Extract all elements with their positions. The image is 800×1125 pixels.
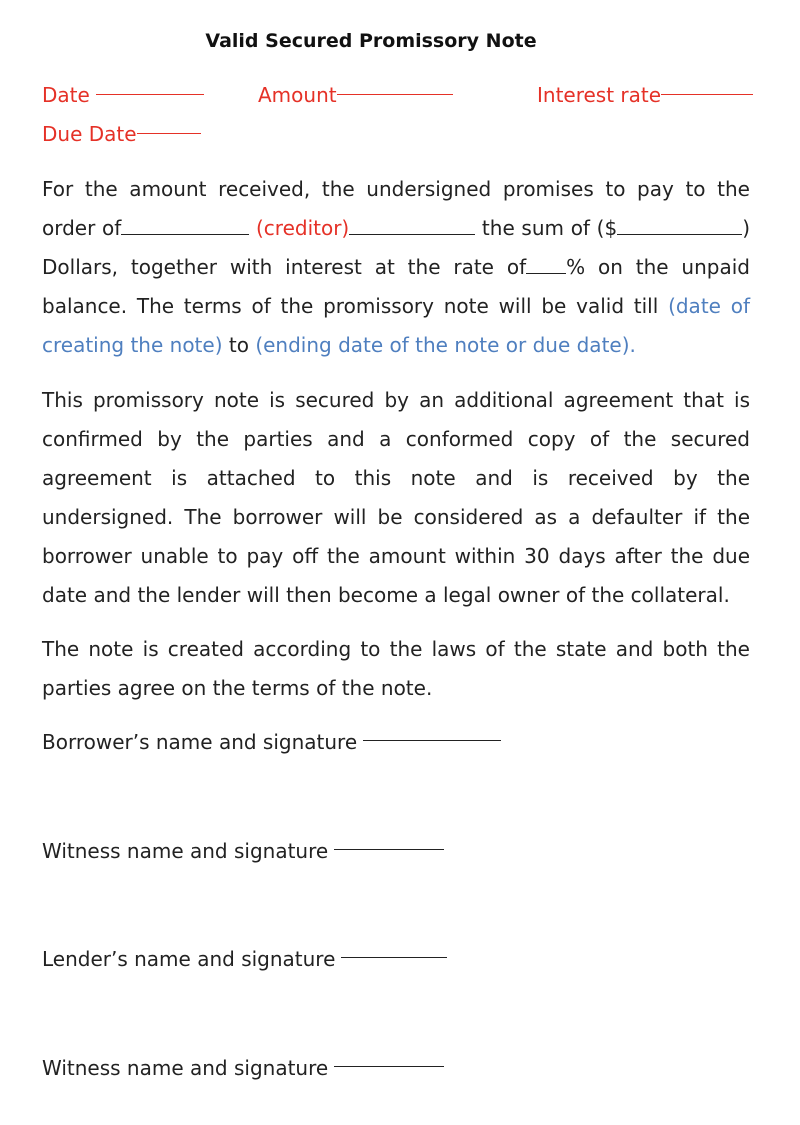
borrower-signature-row: [42, 730, 501, 754]
paragraph-governing-law: The note is created according to the laws of the state and both the parties agree on the terms of the note.: [42, 637, 750, 700]
order-of-blank[interactable]: [121, 215, 249, 235]
paragraph1-text-4: % on the unpaid balance. The terms of the promissory note will be valid till: [42, 255, 750, 318]
amount-label: Amount: [258, 83, 337, 107]
rate-blank[interactable]: [526, 254, 566, 274]
amount-blank-line[interactable]: [337, 94, 453, 95]
interest-rate-label: Interest rate: [537, 83, 662, 107]
creditor-blank[interactable]: [349, 215, 475, 235]
sum-blank[interactable]: [617, 215, 742, 235]
creditor-placeholder: (creditor): [255, 216, 350, 240]
lender-signature-label: Lender’s name and signature: [42, 947, 336, 971]
witness2-signature-row: [42, 1056, 444, 1080]
interest-rate-field: [537, 83, 753, 107]
paragraph1-text-3: ) Dollars, together with interest at the rate of: [42, 216, 750, 279]
borrower-signature-label: Borrower’s name and signature: [42, 730, 358, 754]
date-blank-line[interactable]: [96, 94, 204, 95]
date-label: Date: [42, 83, 90, 107]
due-date-field: [42, 122, 201, 146]
lender-signature-row: [42, 947, 447, 971]
witness2-signature-line[interactable]: [334, 1066, 444, 1067]
date-end-placeholder: (ending date of the note or due date).: [255, 333, 636, 357]
date-field: [42, 83, 204, 107]
paragraph-security-agreement: This promissory note is secured by an additional agreement that is confirmed by the parties and a conformed copy of the secured agreement is attached to this note and is received by the undersigned. The borrower will be considered as a defaulter if the borrower unable to pay off the amount within 30 days after the due date and the lender will then become a legal owner of the collateral.: [42, 388, 750, 607]
date-created-placeholder: (date of creating the note): [42, 294, 750, 357]
witness1-signature-label: Witness name and signature: [42, 839, 329, 863]
witness1-signature-line[interactable]: [334, 849, 444, 850]
paragraph1-text-5: to: [228, 333, 249, 357]
lender-signature-line[interactable]: [341, 957, 447, 958]
interest-rate-blank-line[interactable]: [661, 94, 753, 95]
witness1-signature-row: [42, 839, 444, 863]
borrower-signature-line[interactable]: [363, 740, 501, 741]
due-date-label: Due Date: [42, 122, 137, 146]
paragraph1-text-2: the sum of ($: [481, 216, 618, 240]
due-date-blank-line[interactable]: [137, 133, 201, 134]
amount-field: [258, 83, 453, 107]
paragraph1-text-1: For the amount received, the undersigned promises to pay to the order of: [42, 177, 750, 240]
paragraph-payment-terms: [42, 170, 750, 365]
witness2-signature-label: Witness name and signature: [42, 1056, 329, 1080]
document-title: Valid Secured Promissory Note: [205, 30, 537, 52]
